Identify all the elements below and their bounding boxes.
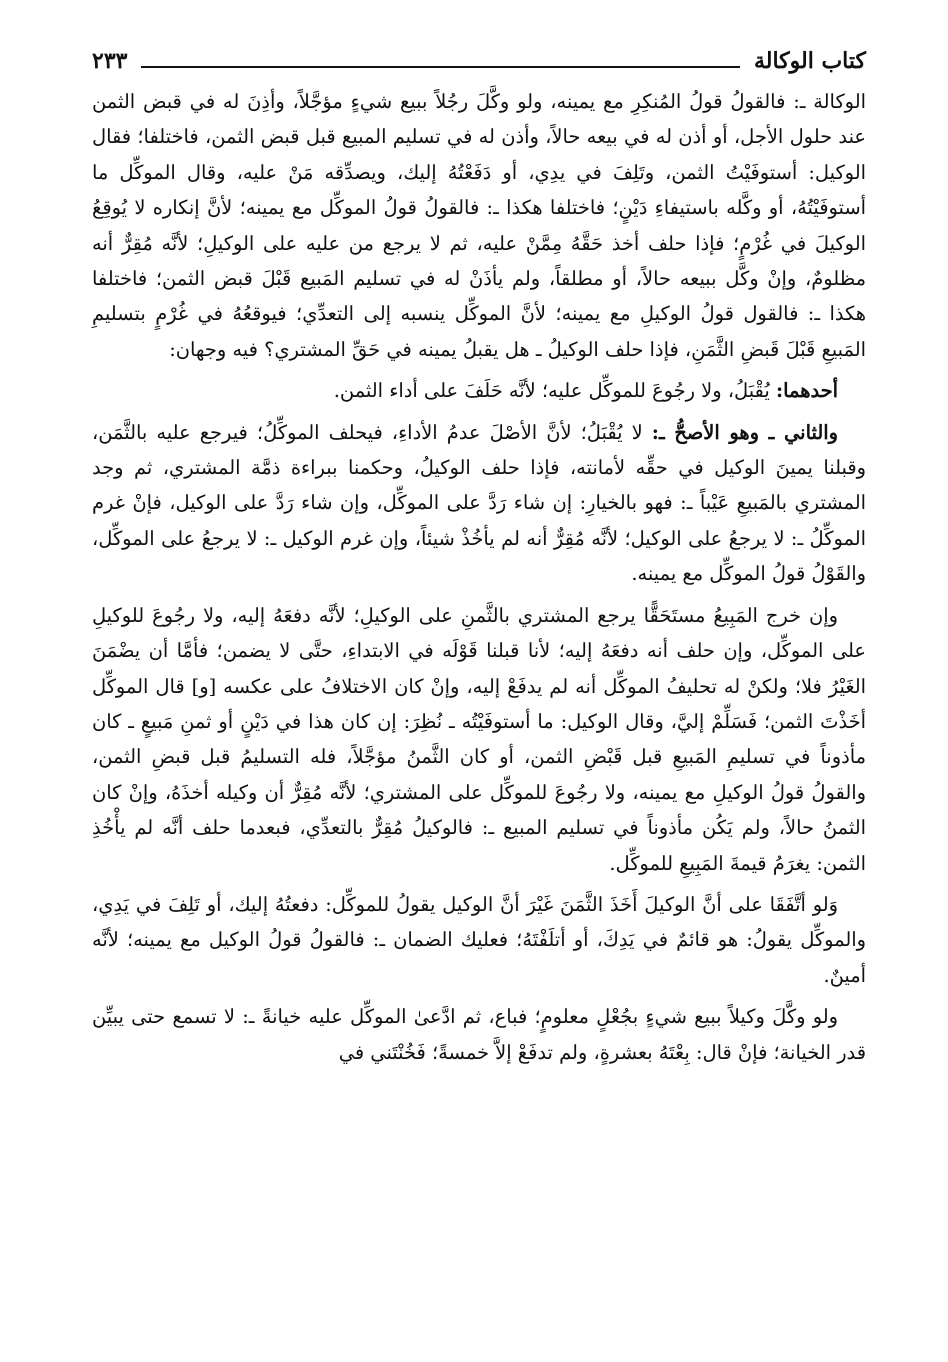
paragraph-5-text: وَلو أتَّفَقَا على أنَّ الوكيلَ أَخَذَ الثَّمَنَ غَيْرَ أنَّ الوكيل يقولُ للموكِّل: دفعتُهُ إليك، أو تَلِفَ في يَدِي، والموكِّل يقولُ: هو قائمٌ في يَدِكَ، أو أتلَفْتَهُ؛ فعليك الضمان ـ: فالقولُ قولُ الوكيل مع يمينه؛ لأنَّه أمينٌ. (92, 892, 866, 987)
paragraph-1 (92, 84, 866, 367)
paragraph-2 (92, 373, 866, 408)
paragraph-1-text: الوكالة ـ: فالقولُ قولُ المُنكِرِ مع يمينه، ولو وكَّلَ رجُلاً ببيع شيءٍ مؤجَّلاً، وأذِنَ له في قبض الثمن عند حلول الأجل، أو أذن له في بيعه حالاً، وأذن له في تسليم المبيع قبل قبض الثمن، فاختلفا؛ فقال الوكيل: أستوفَيْتُ الثمن، وتَلِفَ في يدِي، أو دَفَعْتُهُ إليك، ويصدِّقه مَنْ عليه، وقال الموكِّل ما أستوفَيْتُهُ، أو وكَّله باستيفاءِ دَيْنٍ؛ فاختلفا هكذا ـ: فالقولُ قولُ الموكِّل مع يمينه؛ لأنَّ إنكاره لا يُوقِعُ الوكيلَ في غُرْمٍ؛ فإذا حلف أخذ حَقَّهُ مِمَّنْ عليه، ثم لا يرجع من عليه على الوكيلِ؛ لأنَّه مُقِرٌّ أنه مظلومٌ، وإنْ وكَّل ببيعه حالاً، أو مطلقاً، ولم يأذَنْ له في تسليم المَبيع قَبْلَ قبض الثمن؛ فاختلفا هكذا ـ: فالقول قولُ الوكيلِ مع يمينه؛ لأنَّ الموكِّل ينسبه إلى التعدِّي؛ فيوقعُهُ في غُرْمٍ بتسليمِ المَبيعِ قَبْلَ قَبضِ الثَّمَنِ، فإذا حلف الوكيلُ ـ هل يقبلُ يمينه في حَقِّ المشتري؟ فيه وجهان: (92, 90, 866, 361)
chapter-title: كتاب الوكالة (753, 48, 866, 74)
paragraph-3-lead: والثاني ـ وهو الأصحُّ ـ: (651, 420, 838, 444)
paragraph-2-text: يُقْبَلُ، ولا رجُوعَ للموكِّل عليه؛ لأنَّه حَلَفَ على أداء الثمن. (333, 379, 770, 403)
page-number: ٢٣٣ (92, 48, 128, 74)
book-page (92, 40, 866, 1070)
paragraph-4 (92, 598, 866, 881)
paragraph-5 (92, 887, 866, 993)
paragraph-3 (92, 415, 866, 592)
header-rule (141, 66, 740, 68)
paragraph-2-lead: أحدهما: (775, 379, 838, 403)
paragraph-4-text: وإن خرج المَبِيعُ مستَحَقًّا يرجع المشتري بالثَّمنِ على الوكيلِ؛ لأنَّه دفعَهُ إليه، ولا رجُوعَ للوكيلِ على الموكِّل، وإن حلف أنه دفعَهُ إليه؛ لأنا قبلنا قَوْلَه في الابتداءِ، حتَّى لا يضمن؛ فأمَّا أن يضْمَنَ الغَيْرُ فلا؛ ولكنْ له تحليفُ الموكِّل أنه لم يدفَعْ إليه، وإنْ كان الاختلافُ على عكسه [و] قال الموكِّل أخَذْتَ الثمن؛ فَسَلِّمْ إليَّ، وقال الوكيل: ما أستوفَيْتُه ـ نُظِرَ: إن كان هذا في دَيْنٍ أو ثمنِ مَبيعٍ ـ كان مأذوناً في تسليمِ المَبيعِ قبل قَبْضِ الثمن، أو كان الثَّمنُ مؤجَّلاً، فله التسليمُ قبل قبضِ الثمن، والقولُ قولُ الوكيلِ مع يمينه، ولا رجُوعَ للموكِّل على المشتري؛ لأنَّه مُقِرٌّ أن وكيله أخذَهُ، وإنْ كان الثمنُ حالاً، ولم يَكُن مأذوناً في تسليم المبيع ـ: فالوكيلُ مُقِرٌّ بالتعدِّي، فبعدما حلف أنَّه لم يأْخُذِ الثمن: يغرَمُ قيمةَ المَبِيعِ للموكِّل. (92, 603, 866, 875)
paragraph-6 (92, 999, 866, 1070)
paragraph-3-text: لا يُقْبَلُ؛ لأنَّ الأصْلَ عدمُ الأداءِ، فيحلف الموكِّلُ؛ فيرجع عليه بالثَّمَن، وقبلنا يمينَ الوكيل في حقِّه لأمانته، فإذا حلف الوكيلُ، وحكمنا ببراءة ذمَّة المشتري، ثم وجد المشتري بالمَبيعِ عَيْباً ـ: فهو بالخيارِ: إن شاء رَدَّ على الموكِّل، وإن شاء رَدَّ على الوكيل، فإنْ غرم الموكِّلُ ـ: لا يرجعُ على الوكيل؛ لأنَّه مُقِرٌّ أنه لم يأخُذْ شيئاً، وإن غرم الوكيل ـ: لا يرجعُ على الموكِّل، والقَوْلُ قولُ الموكِّل مع يمينه. (92, 420, 866, 586)
running-header (92, 40, 866, 82)
paragraph-6-text: ولو وكَّلَ وكيلاً ببيع شيءٍ بجُعْلٍ معلومٍ؛ فباع، ثم ادَّعىٰ الموكِّل عليه خيانةً ـ: لا تسمع حتى يبيِّن قدر الخيانة؛ فإنْ قال: بِعْتَهُ بعشرةٍ، ولم تدفَعْ إلاَّ خمسةً؛ فَخُنْتَني في (92, 1005, 866, 1064)
